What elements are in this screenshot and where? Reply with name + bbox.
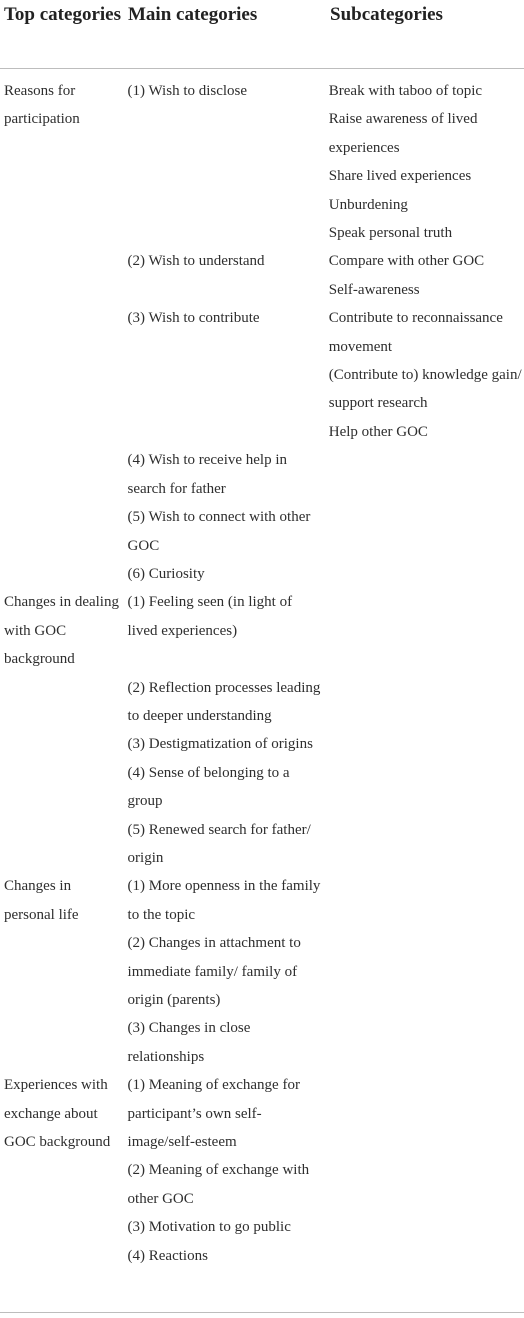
top-category-cell: Experiences with exchange about GOC background <box>4 1077 111 1151</box>
table-header <box>0 0 524 68</box>
main-category-cell: (2) Meaning of exchange with other GOC <box>127 1162 310 1207</box>
table-row <box>0 929 524 1014</box>
main-category-cell: (3) Motivation to go public <box>127 1219 291 1236</box>
top-category-cell: Changes in dealing with GOC background <box>4 594 119 668</box>
header-subcategories: Subcategories <box>330 4 443 25</box>
main-category-cell: (3) Changes in close relationships <box>127 1020 251 1065</box>
main-category-cell: (5) Wish to connect with other GOC <box>127 509 311 554</box>
main-category-cell: (2) Reflection processes leading to deeper understanding <box>127 679 321 724</box>
table-row <box>0 674 524 731</box>
main-category-cell: (6) Curiosity <box>127 565 205 582</box>
subcategories-cell <box>329 77 524 247</box>
table-row <box>0 503 524 560</box>
table-row <box>0 1071 524 1156</box>
header-top-categories: Top categories <box>4 4 121 25</box>
subcategories-cell <box>329 304 524 446</box>
subcategory-item: Contribute to reconnaissance movement <box>328 310 503 355</box>
main-category-cell: (4) Reactions <box>127 1247 208 1264</box>
main-category-cell: (1) Wish to disclose <box>127 83 248 99</box>
main-category-cell: (1) More openness in the family to the topic <box>127 878 321 923</box>
table-row <box>0 77 524 247</box>
subcategory-item: Self-awareness <box>328 281 420 298</box>
table-row <box>0 1156 524 1213</box>
subcategory-item: Raise awareness of lived experiences <box>328 111 478 156</box>
main-category-cell: (1) Feeling seen (in light of lived experiences) <box>127 594 293 639</box>
main-category-cell: (1) Meaning of exchange for participant’s own self-image/self-esteem <box>127 1077 300 1151</box>
top-category-cell: Reasons for participation <box>4 83 80 128</box>
top-category-cell: Changes in personal life <box>4 878 79 923</box>
table-body <box>0 77 524 1270</box>
table-row <box>0 1213 524 1241</box>
table-row <box>0 446 524 503</box>
table-row <box>0 588 524 673</box>
header-divider <box>0 68 524 69</box>
main-category-cell: (3) Destigmatization of origins <box>127 736 313 753</box>
table-row <box>0 560 524 588</box>
header-main-categories: Main categories <box>128 4 258 25</box>
subcategory-item: Help other GOC <box>328 423 428 440</box>
table-row <box>0 730 524 758</box>
main-category-cell: (2) Changes in attachment to immediate family/ family of origin (parents) <box>127 935 301 1008</box>
table-row <box>0 759 524 816</box>
table-row <box>0 1014 524 1071</box>
table-row <box>0 872 524 929</box>
subcategory-item: Speak personal truth <box>328 225 453 242</box>
table-row <box>0 816 524 873</box>
subcategory-item: Unburdening <box>328 196 408 213</box>
table-bottom-divider <box>0 1312 524 1313</box>
subcategories-cell <box>329 247 524 304</box>
main-category-cell: (3) Wish to contribute <box>127 310 260 327</box>
main-category-cell: (4) Sense of belonging to a group <box>127 764 290 810</box>
subcategory-item: (Contribute to) knowledge gain/ support research <box>328 367 522 412</box>
table-row <box>0 304 524 446</box>
subcategory-item: Share lived experiences <box>328 168 472 185</box>
main-category-cell: (2) Wish to understand <box>127 253 265 270</box>
subcategory-item: Compare with other GOC <box>328 253 485 270</box>
main-category-cell: (5) Renewed search for father/ origin <box>127 821 311 866</box>
main-category-cell: (4) Wish to receive help in search for father <box>127 452 288 497</box>
subcategory-item: Break with taboo of topic <box>328 83 483 99</box>
table-row <box>0 1242 524 1270</box>
table-row <box>0 247 524 304</box>
